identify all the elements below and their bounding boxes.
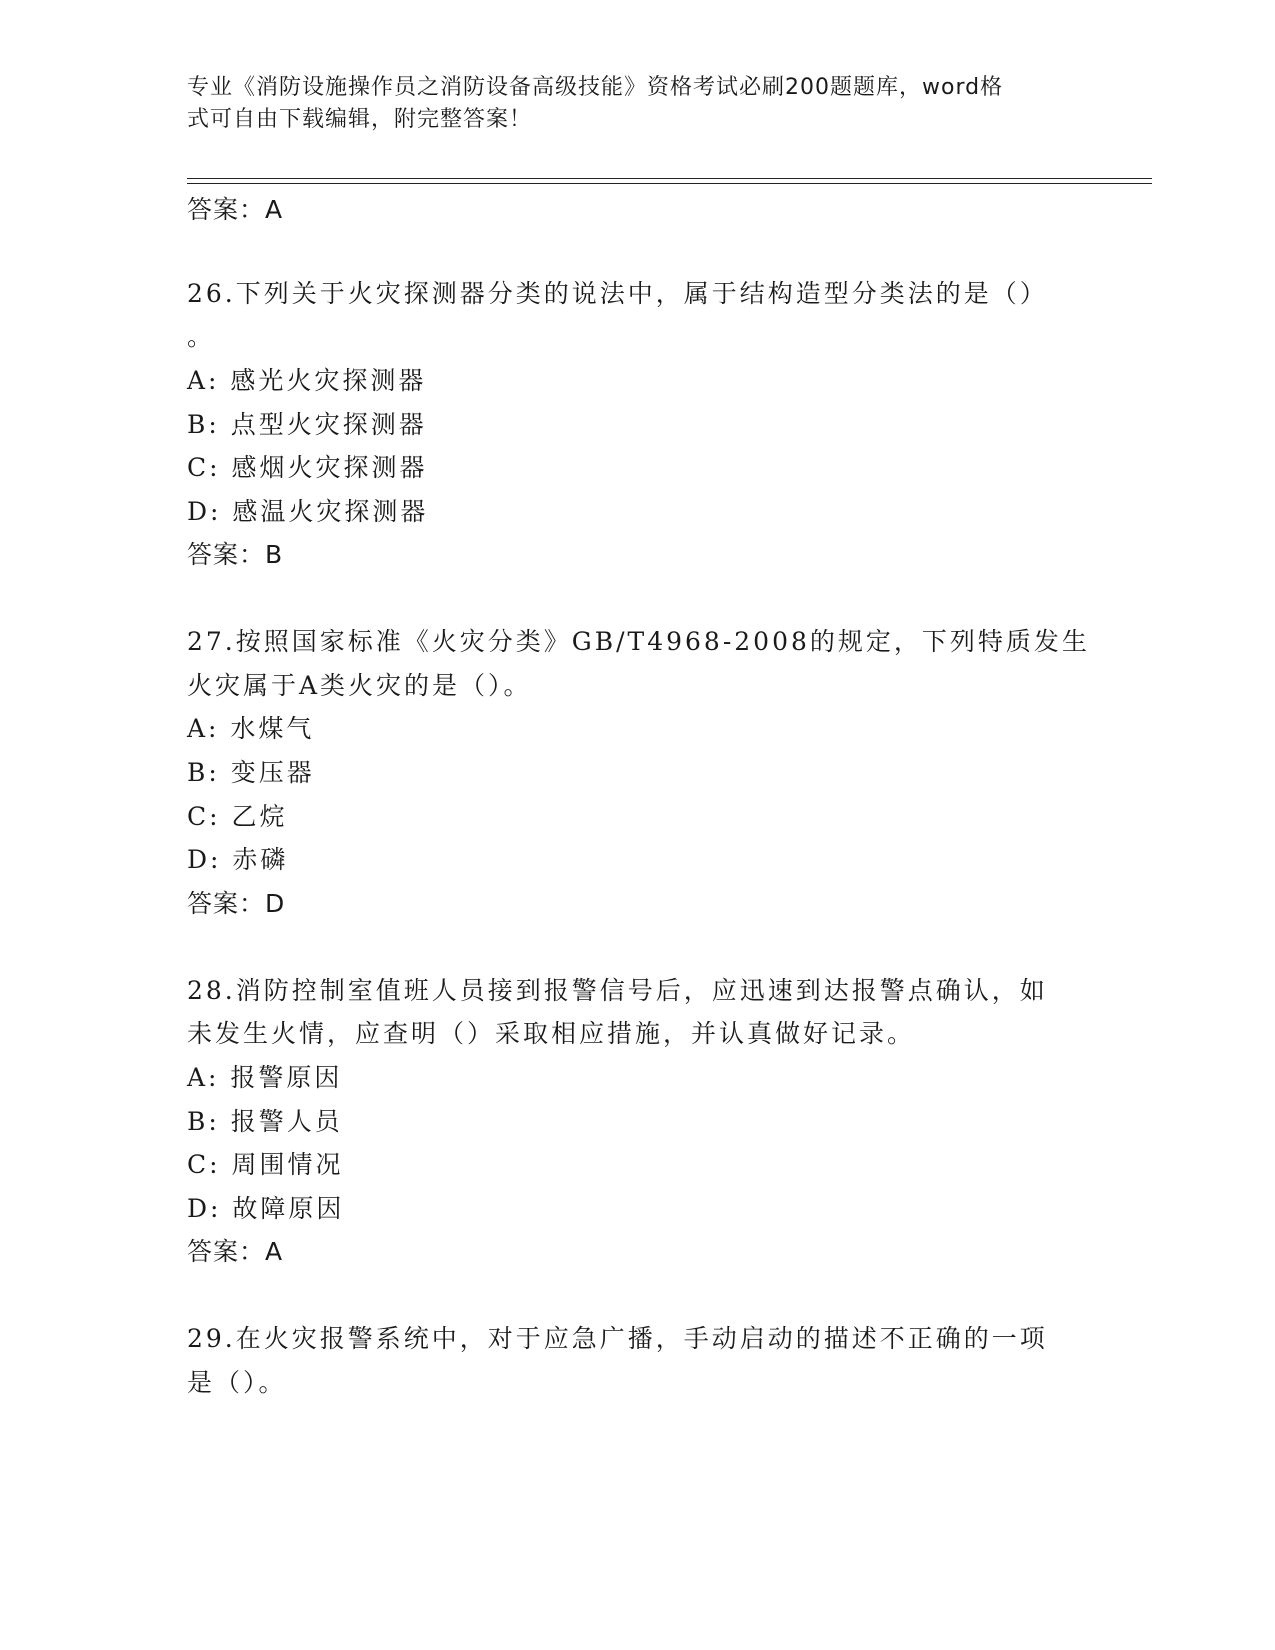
question-28-option-d: D: 故障原因 [187, 1194, 345, 1223]
question-27-option-d: D: 赤磷 [187, 845, 289, 874]
answer-25: 答案：A [187, 195, 284, 224]
question-28-option-b: B: 报警人员 [187, 1107, 343, 1136]
question-27-option-c: C: 乙烷 [187, 802, 288, 831]
question-27-text-line-2: 火灾属于A类火灾的是（）。 [187, 671, 532, 700]
question-29-text-line-2: 是（）。 [187, 1368, 287, 1397]
header-line-1: 专业《消防设施操作员之消防设备高级技能》资格考试必刷200题题库，word格 [187, 75, 1004, 100]
question-26-option-c: C: 感烟火灾探测器 [187, 453, 428, 482]
question-28-option-a: A: 报警原因 [187, 1063, 343, 1092]
page-header [187, 72, 1067, 136]
header-divider-bottom [187, 183, 1152, 184]
question-28-option-c: C: 周围情况 [187, 1150, 344, 1179]
header-divider-top [187, 178, 1152, 179]
question-27-text-line-1: 27.按照国家标准《火灾分类》GB/T4968-2008的规定，下列特质发生 [187, 627, 1090, 656]
question-27-option-b: B: 变压器 [187, 758, 315, 787]
question-26-option-a: A: 感光火灾探测器 [187, 366, 427, 395]
header-line-2: 式可自由下载编辑，附完整答案！ [187, 107, 533, 132]
question-26-text-line-1: 26.下列关于火灾探测器分类的说法中，属于结构造型分类法的是（） [187, 279, 1048, 308]
question-28-text-line-2: 未发生火情，应查明（）采取相应措施，并认真做好记录。 [187, 1019, 916, 1048]
question-26-option-d: D: 感温火灾探测器 [187, 497, 429, 526]
question-26-answer: 答案：B [187, 540, 284, 569]
question-27-option-a: A: 水煤气 [187, 714, 315, 743]
question-26-option-b: B: 点型火灾探测器 [187, 410, 427, 439]
question-28-answer: 答案：A [187, 1237, 284, 1266]
question-29-text-line-1: 29.在火灾报警系统中，对于应急广播，手动启动的描述不正确的一项 [187, 1324, 1048, 1353]
question-26-text-line-2: 。 [187, 322, 216, 351]
question-27-answer: 答案：D [187, 889, 286, 918]
question-28-text-line-1: 28.消防控制室值班人员接到报警信号后，应迅速到达报警点确认，如 [187, 976, 1048, 1005]
